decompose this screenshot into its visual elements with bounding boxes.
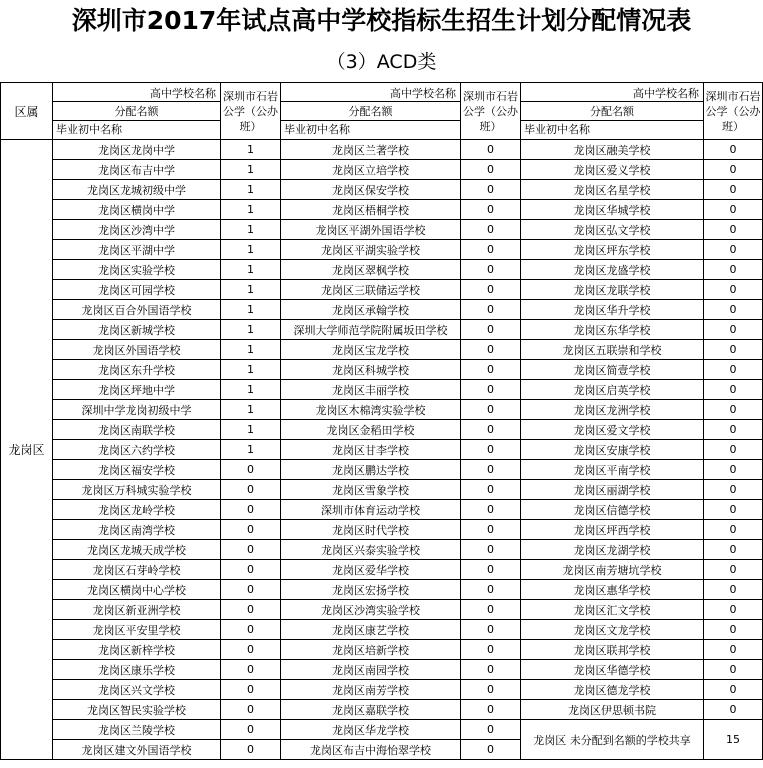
table-row	[1, 340, 763, 360]
school-name: 深圳中学龙岗初级中学	[53, 400, 221, 420]
school-name: 龙岗区雪象学校	[281, 480, 461, 500]
school-name: 龙岗区五联崇和学校	[521, 340, 704, 360]
quota-value: 0	[461, 340, 521, 360]
school-name: 龙岗区南芳学校	[281, 680, 461, 700]
district-cell: 龙岗区	[1, 140, 53, 760]
high-school-label: 高中学校名称	[150, 87, 216, 100]
school-name: 龙岗区坪东学校	[521, 240, 704, 260]
quota-value: 1	[221, 360, 281, 380]
table-row	[1, 480, 763, 500]
quota-value: 0	[221, 740, 281, 760]
quota-value: 0	[704, 300, 763, 320]
school-name: 深圳大学师范学院附属坂田学校	[281, 320, 461, 340]
quota-value: 0	[704, 360, 763, 380]
quota-value: 0	[461, 680, 521, 700]
school-name: 龙岗区东华学校	[521, 320, 704, 340]
high-school-label: 高中学校名称	[633, 87, 699, 100]
school-name: 龙岗区龙岭学校	[53, 500, 221, 520]
quota-value: 0	[461, 720, 521, 740]
school-name: 龙岗区沙湾中学	[53, 220, 221, 240]
table-row	[1, 560, 763, 580]
graduating-label: 毕业初中名称	[284, 123, 350, 136]
school-name: 龙岗区保安学校	[281, 180, 461, 200]
quota-value: 0	[461, 440, 521, 460]
school-name: 龙岗区万科城实验学校	[53, 480, 221, 500]
school-name: 龙岗区南湾学校	[53, 520, 221, 540]
quota-label: 分配名额	[348, 105, 393, 118]
table-row	[1, 360, 763, 380]
school-name: 龙岗区南园学校	[281, 660, 461, 680]
school-name: 龙岗区康乐学校	[53, 660, 221, 680]
school-name: 深圳市体育运动学校	[281, 500, 461, 520]
page-subtitle: （3）ACD类	[326, 51, 437, 73]
school-name: 龙岗区文龙学校	[521, 620, 704, 640]
quota-value: 0	[704, 640, 763, 660]
school-name: 龙岗区平湖中学	[53, 240, 221, 260]
table-row	[1, 680, 763, 700]
quota-value: 1	[221, 320, 281, 340]
diagonal-header-2	[281, 83, 461, 140]
school-name: 龙岗区龙岗中学	[53, 140, 221, 160]
quota-value: 0	[704, 500, 763, 520]
quota-value: 0	[461, 280, 521, 300]
page-title: 深圳市2017年试点高中学校指标生招生计划分配情况表	[71, 6, 692, 35]
table-row	[1, 260, 763, 280]
school-name: 龙岗区爱义学校	[521, 160, 704, 180]
quota-value: 0	[704, 680, 763, 700]
school-name: 龙岗区信德学校	[521, 500, 704, 520]
school-name: 龙岗区惠华学校	[521, 580, 704, 600]
table-row	[1, 160, 763, 180]
quota-value: 0	[704, 420, 763, 440]
quota-value: 0	[461, 740, 521, 760]
school-name: 龙岗区丽湖学校	[521, 480, 704, 500]
quota-value: 0	[461, 360, 521, 380]
school-name: 龙岗区龙盛学校	[521, 260, 704, 280]
school-name: 龙岗区兰陵学校	[53, 720, 221, 740]
quota-value: 1	[221, 300, 281, 320]
high-school-label: 高中学校名称	[390, 87, 456, 100]
school-name: 龙岗区华龙学校	[281, 720, 461, 740]
quota-value: 1	[221, 380, 281, 400]
school-name: 龙岗区建文外国语学校	[53, 740, 221, 760]
school-name: 龙岗区康艺学校	[281, 620, 461, 640]
quota-value: 0	[221, 460, 281, 480]
quota-value: 0	[221, 660, 281, 680]
school-name: 龙岗区名星学校	[521, 180, 704, 200]
school-name: 龙岗区布吉中学	[53, 160, 221, 180]
quota-value: 0	[461, 320, 521, 340]
table-row	[1, 140, 763, 160]
table-row	[1, 460, 763, 480]
quota-value: 0	[461, 160, 521, 180]
table-row	[1, 400, 763, 420]
table-row	[1, 380, 763, 400]
quota-value: 0	[221, 480, 281, 500]
school-name: 龙岗区安康学校	[521, 440, 704, 460]
quota-label: 分配名额	[114, 105, 159, 118]
school-name: 龙岗区嘉联学校	[281, 700, 461, 720]
quota-value: 0	[461, 460, 521, 480]
quota-value: 0	[704, 580, 763, 600]
school-name: 龙岗区新城学校	[53, 320, 221, 340]
school-name: 龙岗区立培学校	[281, 160, 461, 180]
school-name: 龙岗区平南学校	[521, 460, 704, 480]
table-row	[1, 180, 763, 200]
quota-value: 0	[461, 300, 521, 320]
quota-value: 0	[461, 600, 521, 620]
quota-value: 0	[704, 220, 763, 240]
footnote-value: 15	[704, 720, 763, 760]
diagonal-header-3	[521, 83, 704, 140]
school-name: 龙岗区汇文学校	[521, 600, 704, 620]
quota-value: 0	[221, 500, 281, 520]
school-name: 龙岗区爱文学校	[521, 420, 704, 440]
quota-value: 1	[221, 280, 281, 300]
quota-value: 0	[704, 140, 763, 160]
quota-value: 0	[461, 140, 521, 160]
quota-value: 1	[221, 420, 281, 440]
quota-value: 0	[461, 220, 521, 240]
table-row	[1, 700, 763, 720]
school-name: 龙岗区龙湖学校	[521, 540, 704, 560]
table-row	[1, 640, 763, 660]
school-name: 龙岗区六约学校	[53, 440, 221, 460]
quota-value: 0	[704, 240, 763, 260]
table-row	[1, 520, 763, 540]
table-row	[1, 280, 763, 300]
school-name: 龙岗区新梓学校	[53, 640, 221, 660]
quota-value: 1	[221, 200, 281, 220]
quota-label: 分配名额	[590, 105, 634, 118]
quota-value: 0	[461, 260, 521, 280]
quota-value: 1	[221, 160, 281, 180]
quota-value: 0	[221, 520, 281, 540]
graduating-label: 毕业初中名称	[524, 123, 590, 136]
table-row	[1, 540, 763, 560]
quota-value: 0	[461, 660, 521, 680]
quota-value: 0	[461, 640, 521, 660]
school-name: 龙岗区承翰学校	[281, 300, 461, 320]
school-name: 龙岗区新亚洲学校	[53, 600, 221, 620]
table-row	[1, 660, 763, 680]
school-name: 龙岗区外国语学校	[53, 340, 221, 360]
table-row	[1, 200, 763, 220]
school-name: 龙岗区华德学校	[521, 660, 704, 680]
school-name: 龙岗区可园学校	[53, 280, 221, 300]
table-row	[1, 580, 763, 600]
school-name: 龙岗区平安里学校	[53, 620, 221, 640]
quota-value: 1	[221, 180, 281, 200]
table-row	[1, 500, 763, 520]
school-name: 龙岗区兴泰实验学校	[281, 540, 461, 560]
quota-value: 0	[221, 580, 281, 600]
quota-value: 0	[461, 520, 521, 540]
quota-value: 1	[221, 260, 281, 280]
quota-value: 1	[221, 340, 281, 360]
quota-value: 0	[461, 420, 521, 440]
quota-value: 0	[221, 600, 281, 620]
table-row	[1, 420, 763, 440]
quota-value: 0	[704, 520, 763, 540]
quota-value: 0	[704, 340, 763, 360]
allocation-table	[0, 82, 763, 760]
school-name: 龙岗区横岗中心学校	[53, 580, 221, 600]
school-col-header-3: 深圳市石岩公学（公办班）	[704, 83, 763, 140]
school-name: 龙岗区南联学校	[53, 420, 221, 440]
school-name: 龙岗区龙城天成学校	[53, 540, 221, 560]
header-row	[1, 83, 763, 140]
school-name: 龙岗区沙湾实验学校	[281, 600, 461, 620]
quota-value: 1	[221, 140, 281, 160]
school-col-header-2: 深圳市石岩公学（公办班）	[461, 83, 521, 140]
school-name: 龙岗区兴文学校	[53, 680, 221, 700]
school-name: 龙岗区三联储运学校	[281, 280, 461, 300]
quota-value: 0	[704, 160, 763, 180]
quota-value: 0	[704, 540, 763, 560]
school-name: 龙岗区科城学校	[281, 360, 461, 380]
school-name: 龙岗区龙联学校	[521, 280, 704, 300]
quota-value: 0	[461, 580, 521, 600]
school-col-header-1: 深圳市石岩公学（公办班）	[221, 83, 281, 140]
table-row	[1, 440, 763, 460]
school-name: 龙岗区百合外国语学校	[53, 300, 221, 320]
school-name: 龙岗区宝龙学校	[281, 340, 461, 360]
school-name: 龙岗区宏扬学校	[281, 580, 461, 600]
quota-value: 1	[221, 240, 281, 260]
school-name: 龙岗区德龙学校	[521, 680, 704, 700]
quota-value: 0	[221, 540, 281, 560]
quota-value: 0	[704, 320, 763, 340]
quota-value: 0	[221, 560, 281, 580]
quota-value: 0	[704, 260, 763, 280]
quota-value: 0	[461, 400, 521, 420]
school-name: 龙岗区兰著学校	[281, 140, 461, 160]
quota-value: 0	[704, 180, 763, 200]
district-header: 区属	[1, 83, 53, 140]
school-name: 龙岗区平湖实验学校	[281, 240, 461, 260]
school-name: 龙岗区横岗中学	[53, 200, 221, 220]
quota-value: 0	[461, 380, 521, 400]
school-name: 龙岗区华升学校	[521, 300, 704, 320]
school-name: 龙岗区翠枫学校	[281, 260, 461, 280]
school-name: 龙岗区爱华学校	[281, 560, 461, 580]
school-name: 龙岗区丰丽学校	[281, 380, 461, 400]
school-name: 龙岗区石芽岭学校	[53, 560, 221, 580]
school-name: 龙岗区鹏达学校	[281, 460, 461, 480]
school-name: 龙岗区时代学校	[281, 520, 461, 540]
school-name: 龙岗区实验学校	[53, 260, 221, 280]
school-name: 龙岗区布吉中海怡翠学校	[281, 740, 461, 760]
quota-value: 0	[704, 560, 763, 580]
school-name: 龙岗区金稻田学校	[281, 420, 461, 440]
quota-value: 0	[704, 480, 763, 500]
quota-value: 0	[704, 200, 763, 220]
quota-value: 0	[461, 240, 521, 260]
school-name: 龙岗区平湖外国语学校	[281, 220, 461, 240]
quota-value: 1	[221, 440, 281, 460]
school-name: 龙岗区甘李学校	[281, 440, 461, 460]
quota-value: 0	[704, 280, 763, 300]
school-name: 龙岗区简壹学校	[521, 360, 704, 380]
quota-value: 0	[704, 600, 763, 620]
quota-value: 0	[461, 700, 521, 720]
table-row	[1, 620, 763, 640]
quota-value: 0	[461, 180, 521, 200]
table-row	[1, 300, 763, 320]
quota-value: 0	[221, 640, 281, 660]
school-name: 龙岗区伊思顿书院	[521, 700, 704, 720]
quota-value: 0	[461, 200, 521, 220]
table-row	[1, 600, 763, 620]
table-row	[1, 720, 763, 740]
quota-value: 0	[461, 560, 521, 580]
school-name: 龙岗区联邦学校	[521, 640, 704, 660]
school-name: 龙岗区木棉湾实验学校	[281, 400, 461, 420]
quota-value: 0	[461, 540, 521, 560]
school-name: 龙岗区东升学校	[53, 360, 221, 380]
quota-value: 0	[461, 480, 521, 500]
graduating-label: 毕业初中名称	[56, 123, 122, 136]
quota-value: 1	[221, 220, 281, 240]
quota-value: 0	[704, 700, 763, 720]
school-name: 龙岗区智民实验学校	[53, 700, 221, 720]
school-name: 龙岗区龙城初级中学	[53, 180, 221, 200]
quota-value: 0	[704, 440, 763, 460]
school-name: 龙岗区弘文学校	[521, 220, 704, 240]
school-name: 龙岗区培新学校	[281, 640, 461, 660]
table-row	[1, 320, 763, 340]
quota-value: 0	[704, 660, 763, 680]
school-name: 龙岗区华城学校	[521, 200, 704, 220]
quota-value: 0	[461, 500, 521, 520]
quota-value: 1	[221, 400, 281, 420]
quota-value: 0	[704, 400, 763, 420]
quota-value: 0	[461, 620, 521, 640]
school-name: 龙岗区启英学校	[521, 380, 704, 400]
school-name: 龙岗区梧桐学校	[281, 200, 461, 220]
school-name: 龙岗区南芳塘坑学校	[521, 560, 704, 580]
school-name: 龙岗区坪西学校	[521, 520, 704, 540]
quota-value: 0	[221, 680, 281, 700]
quota-value: 0	[704, 620, 763, 640]
quota-value: 0	[221, 700, 281, 720]
footnote-label: 龙岗区 未分配到名额的学校共享	[521, 720, 704, 760]
table-row	[1, 220, 763, 240]
quota-value: 0	[704, 460, 763, 480]
school-name: 龙岗区龙洲学校	[521, 400, 704, 420]
school-name: 龙岗区福安学校	[53, 460, 221, 480]
school-name: 龙岗区坪地中学	[53, 380, 221, 400]
school-name: 龙岗区融美学校	[521, 140, 704, 160]
diagonal-header-1	[53, 83, 221, 140]
quota-value: 0	[221, 620, 281, 640]
quota-value: 0	[704, 380, 763, 400]
table-row	[1, 240, 763, 260]
quota-value: 0	[221, 720, 281, 740]
